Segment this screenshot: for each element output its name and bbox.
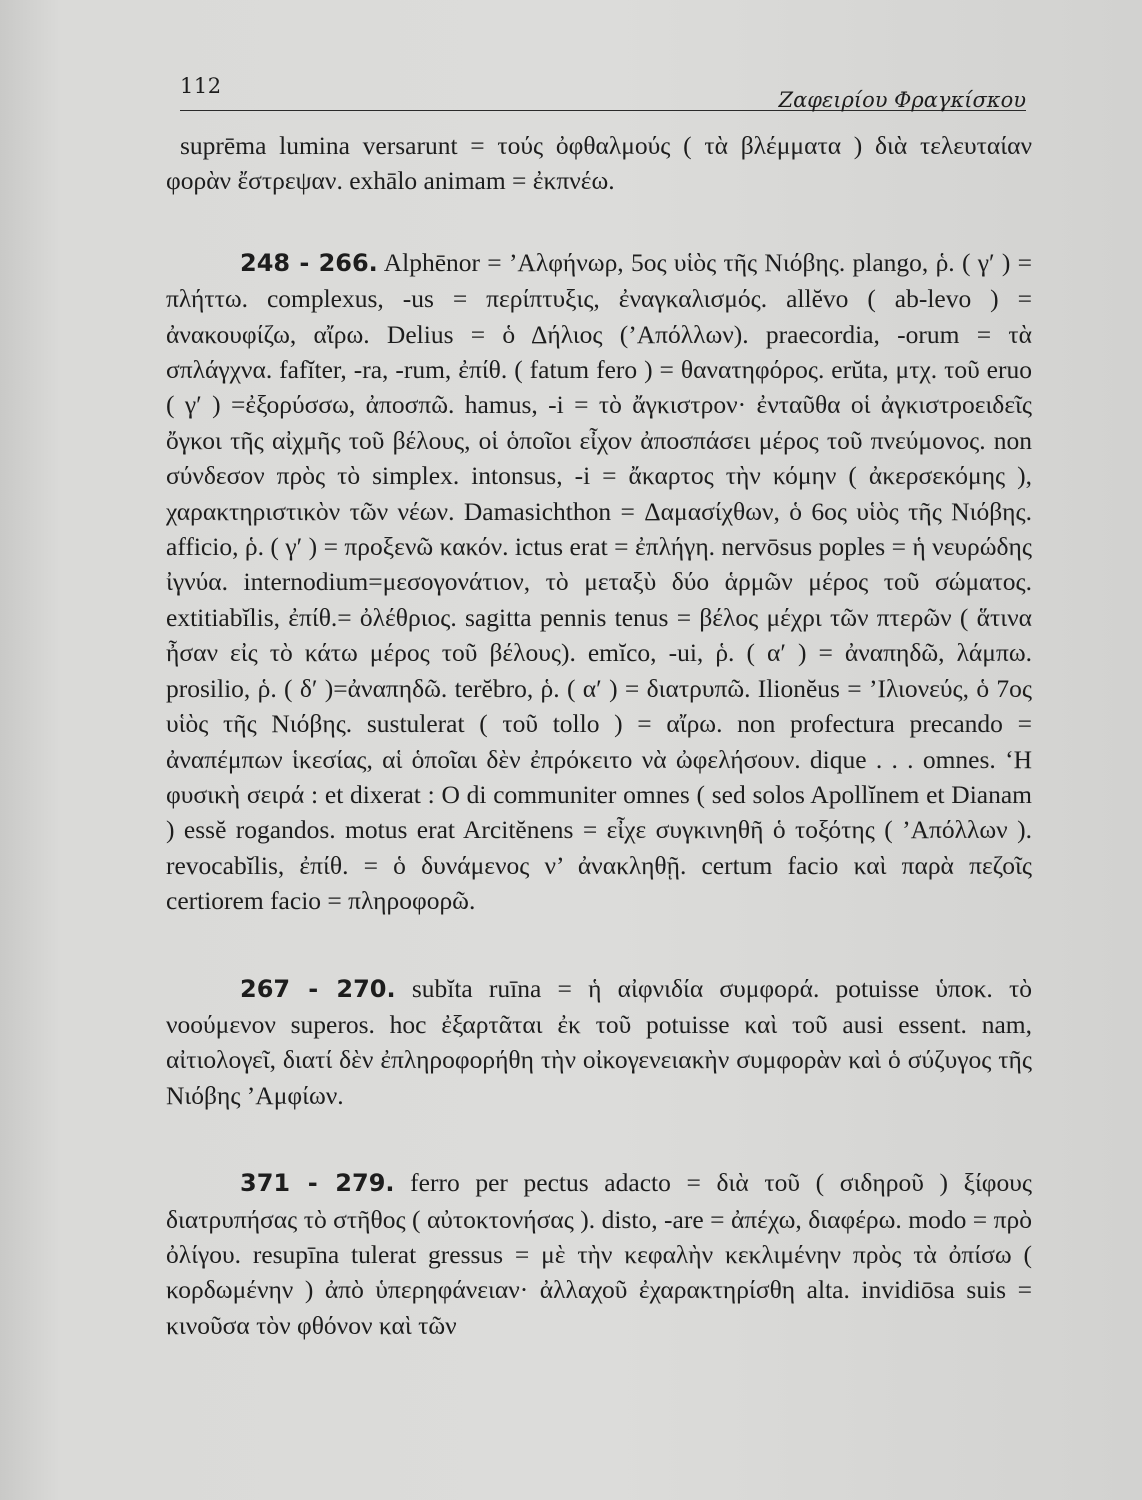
- entry-267-270: [166, 971, 1032, 1114]
- page-number: 112: [180, 74, 222, 98]
- verse-range-number: 371 - 279.: [240, 1169, 395, 1198]
- running-head: [180, 70, 1026, 111]
- paragraph-text: Alphēnor = ’Αλφήνωρ, 5ος υἱὸς τῆς Νιόβης. plango, ῥ. ( γ′ ) = πλήττω. complexus, -us = περίπτυξις, ἐναγκαλισμός. allĕvo ( ab-levo ) = ἀνακουφίζω, αἴρω. Delius = ὁ Δήλιος (’Απόλλων). praecordia, -orum = τὰ σπλάγχνα. fafĭter, -ra, -rum, ἐπίθ. ( fatum fero ) = θανατηφόρος. erŭta, μτχ. τοῦ eruo ( γ′ ) =ἐξορύσσω, ἀποσπῶ. hamus, -i = τὸ ἄγκιστρον· ἐνταῦθα οἱ ἀγκιστροειδεῖς ὄγκοι τῆς αἰχμῆς τοῦ βέλους, οἱ ὁποῖοι εἶχον ἀποσπάσει μέρος τοῦ πνεύμονος. non σύνδεσον πρὸς τὸ simplex. intonsus, -i = ἄκαρτος τὴν κόμην ( ἀκερσεκόμης ), χαρακτηριστικὸν τῶν νέων. Damasichthon = Δαμασίχθων, ὁ 6ος υἱὸς τῆς Νιόβης. afficio, ῥ. ( γ′ ) = προξενῶ κακόν. ictus erat = ἐπλήγη. nervōsus poples = ἡ νευρώδης ἰγνύα. internodium=μεσογονάτιον, τὸ μεταξὺ δύο ἁρμῶν μέρος τοῦ σώματος. extitiabĭlis, ἐπίθ.= ὀλέθριος. sagitta pennis tenus = βέλος μέχρι τῶν πτερῶν ( ἅτινα ἦσαν εἰς τὸ κάτω μέρος τοῦ βέλους). emĭco, -ui, ῥ. ( α′ ) = ἀναπηδῶ, λάμπω. prosilio, ῥ. ( δ′ )=ἀναπηδῶ. terĕbro, ῥ. ( α′ ) = διατρυπῶ. Ilionĕus = ’Ιλιονεύς, ὁ 7ος υἱὸς τῆς Νιόβης. sustulerat ( τοῦ tollo ) = αἴρω. non profectura precando = ἀναπέμπων ἱκεσίας, αἱ ὁποῖαι δὲν ἐπρόκειτο νὰ ὠφελήσουν. dique . . . omnes. ‘Η φυσικὴ σειρά : et dixerat : O di communiter omnes ( sed solos Apollĭnem et Dianam ) essĕ rogandos. motus erat Arcitĕnens = εἶχε συγκινηθῆ ὁ τοξότης ( ’Απόλλων ). revocabĭlis, ἐπίθ. = ὁ δυνάμενος ν’ ἀνακληθῇ. certum facio καὶ παρὰ πεζοῖς certiorem facio = πληροφορῶ.: [166, 247, 1033, 916]
- verse-range-number: 248 - 266.: [240, 248, 378, 277]
- entry-248-266: [166, 245, 1032, 919]
- paragraph-text: subĭta ruīna = ἡ αἰφνιδία συμφορά. potuisse ὑποκ. τὸ νοούμενον superos. hoc ἐξαρτᾶται ἐκ τοῦ potuisse καὶ τοῦ ausi essent. nam, αἰτιολογεῖ, διατί δὲν ἐπληροφορήθη τὴν οἰκογενειακὴν συμφορὰν καὶ ὁ σύζυγος τῆς Νιόβης ’Αμφίων.: [166, 973, 1032, 1110]
- paragraph-continuation: [166, 128, 1032, 199]
- verse-range-number: 267 - 270.: [240, 974, 396, 1003]
- entry-371-279: [166, 1165, 1032, 1343]
- body-text: [166, 128, 1032, 1343]
- header-title: Ζαφειρίου Φραγκίσκου: [778, 88, 1026, 112]
- paragraph-text: ferro per pectus adacto = διὰ τοῦ ( σιδηροῦ ) ξίφους διατρυπήσας τὸ στῆθος ( αὐτοκτονήσας ). disto, -are = ἀπέχω, διαφέρω. modo = πρὸ ὀλίγου. resupīna tulerat gressus = μὲ τὴν κεφαλὴν κεκλιμένην πρὸς τὰ ὀπίσω ( κορδωμένην ) ἀπὸ ὑπερηφάνειαν· ἀλλαχοῦ ἐχαρακτηρίσθη alta. invidiōsa suis = κινοῦσα τὸν φθόνον καὶ τῶν: [166, 1168, 1032, 1340]
- paragraph-text: suprēma lumina versarunt = τούς ὀφθαλμούς ( τὰ βλέμματα ) διὰ τελευταίαν φορὰν ἔστρεψαν. exhālo animam = ἐκπνέω.: [166, 131, 1032, 196]
